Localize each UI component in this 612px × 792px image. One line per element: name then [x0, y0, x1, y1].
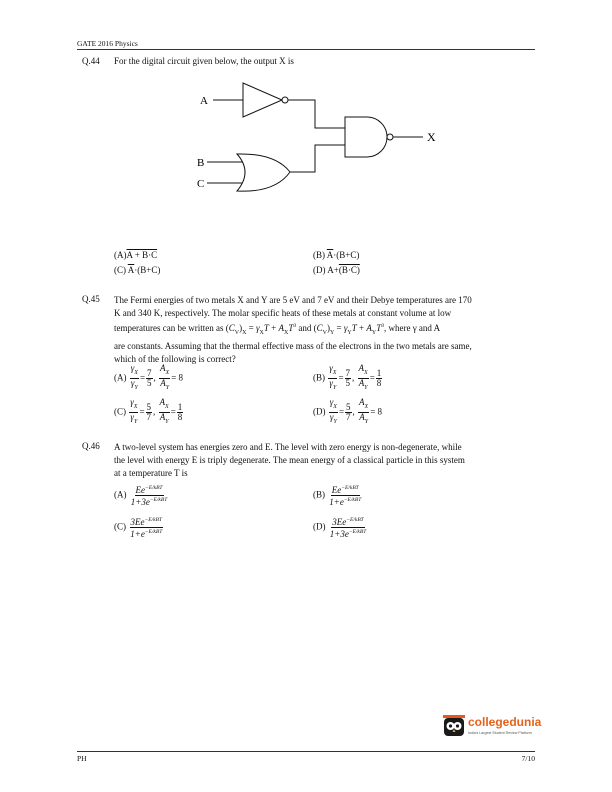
label-a: A	[200, 95, 208, 107]
label-c: C	[197, 178, 205, 190]
owl-icon	[442, 714, 466, 738]
option-b: (B) $\frac{\gamma_X}{\gamma_Y}$ = $\frac{7}{5}$ , $\frac{A_X}{A_Y}$ = $\frac{1}{8}$	[313, 363, 382, 391]
question-text: For the digital circuit given below, the output X is	[114, 56, 294, 66]
question-text: The Fermi energies of two metals X and Y are 5 eV and 7 eV and their Debye temperatures are 170 K and 340 K, respectively. The molar specific heats of these metals at constant volume at low temperatures can be written as $(C_V)_X = \gamma_XT + A_XT^3$ and $(C_V)_Y = \gamma_YT + A_YT^3$, where γ and A are constants. Assuming that the thermal effective mass of the electrons in the two metals are same, which of the following is correct?	[114, 295, 472, 364]
option-c: (C) $\frac{\gamma_X}{\gamma_Y}$ = $\frac{5}{7}$ , $\frac{A_X}{A_Y}$ = $\frac{1}{8}$	[114, 397, 183, 425]
footer-subject-code: PH	[77, 754, 87, 763]
header-divider	[77, 49, 535, 50]
option-b: (B) $\frac{Ee^{-E/kBT}}{1+e^{-E/kBT}}$	[313, 485, 362, 507]
not-gate-bubble	[282, 97, 288, 103]
not-output-wire	[288, 100, 345, 128]
question-number: Q.45	[82, 294, 100, 304]
question-text: A two-level system has energies zero and E. The level with zero energy is non-degenerate, while the level with energy E is triply degenerate. The mean energy of a classical particle in this system at a temperature T is	[114, 442, 465, 478]
logo-tagline: India's Largest Student Review Platform	[468, 731, 532, 735]
option-a: (A) $\frac{\gamma_X}{\gamma_Y}$ = $\frac{7}{5}$ , $\frac{A_X}{A_Y}$ = 8	[114, 363, 184, 391]
option-d: (D) A+(B·C)	[313, 265, 360, 275]
footer-page-number: 7/10	[521, 754, 535, 763]
option-b: (B) $\overline{A}\cdot(B+C)$	[313, 250, 360, 260]
label-b: B	[197, 157, 205, 169]
collegedunia-logo	[442, 712, 542, 742]
question-number: Q.46	[82, 441, 100, 451]
option-a: (A)A + B·C	[114, 250, 158, 260]
footer-divider	[77, 751, 535, 752]
or-gate	[237, 154, 290, 191]
logo-name: collegedunia	[468, 715, 542, 729]
option-a: (A) $\frac{Ee^{-E/kBT}}{1+3e^{-E/kBT}}$	[114, 485, 168, 507]
option-d: (D) $\frac{\gamma_X}{\gamma_Y}$ = $\frac{5}{7}$ , $\frac{A_X}{A_Y}$ = 8	[313, 397, 383, 425]
or-output-wire	[290, 145, 345, 172]
option-d: (D) $\frac{3Ee^{-E/kBT}}{1+3e^{-E/kBT}}$	[313, 517, 367, 539]
label-x: X	[427, 130, 436, 144]
option-c: (C) $\overline{A}\cdot(B+C)$	[114, 265, 161, 275]
logic-circuit-diagram	[195, 75, 455, 200]
nand-gate	[345, 117, 387, 157]
not-gate	[243, 83, 282, 117]
page-header-title: GATE 2016 Physics	[77, 39, 138, 48]
question-number: Q.44	[82, 56, 100, 66]
nand-gate-bubble	[387, 134, 393, 140]
option-c: (C) $\frac{3Ee^{-E/kBT}}{1+e^{-E/kBT}}$	[114, 517, 163, 539]
